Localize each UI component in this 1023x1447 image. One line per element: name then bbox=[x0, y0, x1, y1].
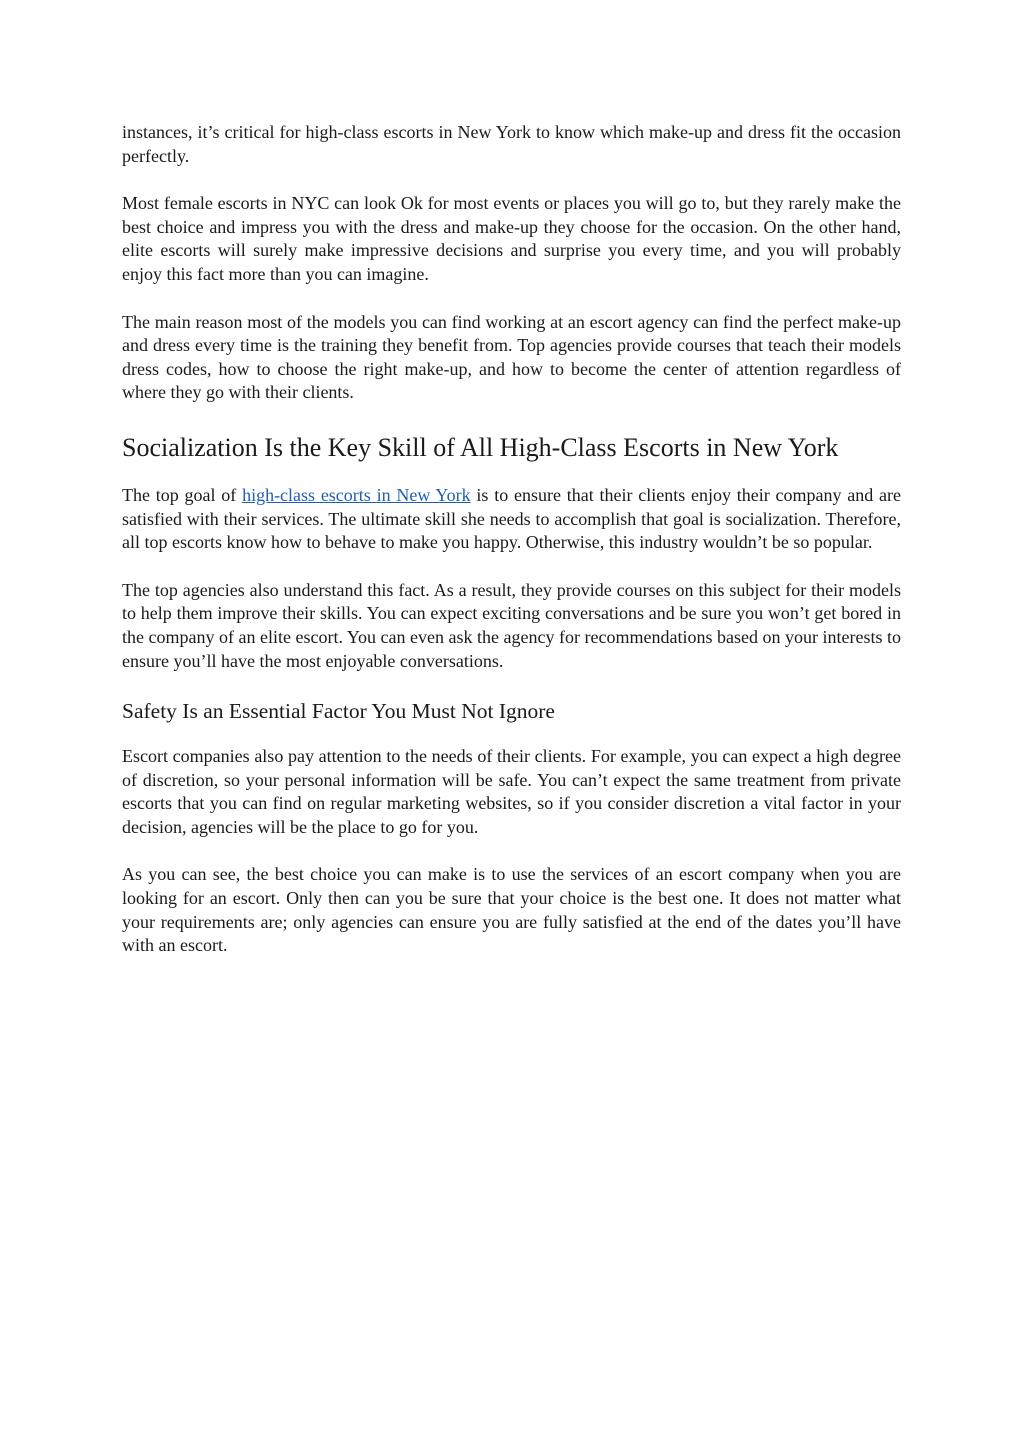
paragraph-4 bbox=[122, 484, 901, 555]
paragraph-4-rest: is to ensure that their clients enjoy their company and are satisfied with their services. The ultimate skill she needs to accomplish that goal is socialization. Therefore, all top escorts know how to behave to make you happy. Otherwise, this industry wouldn’t be so popular. bbox=[122, 484, 901, 553]
document-page bbox=[122, 121, 901, 958]
paragraph-2: Most female escorts in NYC can look Ok for most events or places you will go to, but they rarely make the best choice and impress you with the dress and make-up they choose for the occasion. On the other hand, elite escorts will surely make impressive decisions and surprise you every time, and you will probably enjoy this fact more than you can imagine. bbox=[122, 193, 901, 284]
heading-safety: Safety Is an Essential Factor You Must Not Ignore bbox=[122, 699, 555, 724]
paragraph-7: As you can see, the best choice you can make is to use the services of an escort company when you are looking for an escort. Only then can you be sure that your choice is the best one. It does not matter what your requirements are; only agencies can ensure you are fully satisfied at the end of the dates you’ll have with an escort. bbox=[122, 864, 901, 956]
paragraph-3: The main reason most of the models you can find working at an escort agency can find the perfect make-up and dress every time is the training they benefit from. Top agencies provide courses that teach their models dress codes, how to choose the right make-up, and how to become the center of attention regardless of where they go with their clients. bbox=[122, 311, 901, 403]
heading-socialization: Socialization Is the Key Skill of All High-Class Escorts in New York bbox=[122, 432, 839, 462]
paragraph-4-lead: The top goal of bbox=[122, 484, 243, 505]
paragraph-6: Escort companies also pay attention to the needs of their clients. For example, you can expect a high degree of discretion, so your personal information will be safe. You can’t expect the same treatment from private escorts that you can find on regular marketing websites, so if you consider discretion a vital factor in your decision, agencies will be the place to go for you. bbox=[122, 746, 901, 837]
paragraph-5: The top agencies also understand this fact. As a result, they provide courses on this subject for their models to help them improve their skills. You can expect exciting conversations and be sure you won’t get bored in the company of an elite escort. You can even ask the agency for recommendations based on your interests to ensure you’ll have the most enjoyable conversations. bbox=[122, 579, 901, 671]
paragraph-1: instances, it’s critical for high-class escorts in New York to know which make-up and dress fit the occasion perfectly. bbox=[122, 122, 901, 166]
high-class-escorts-link[interactable]: high-class escorts in New York bbox=[242, 484, 471, 505]
